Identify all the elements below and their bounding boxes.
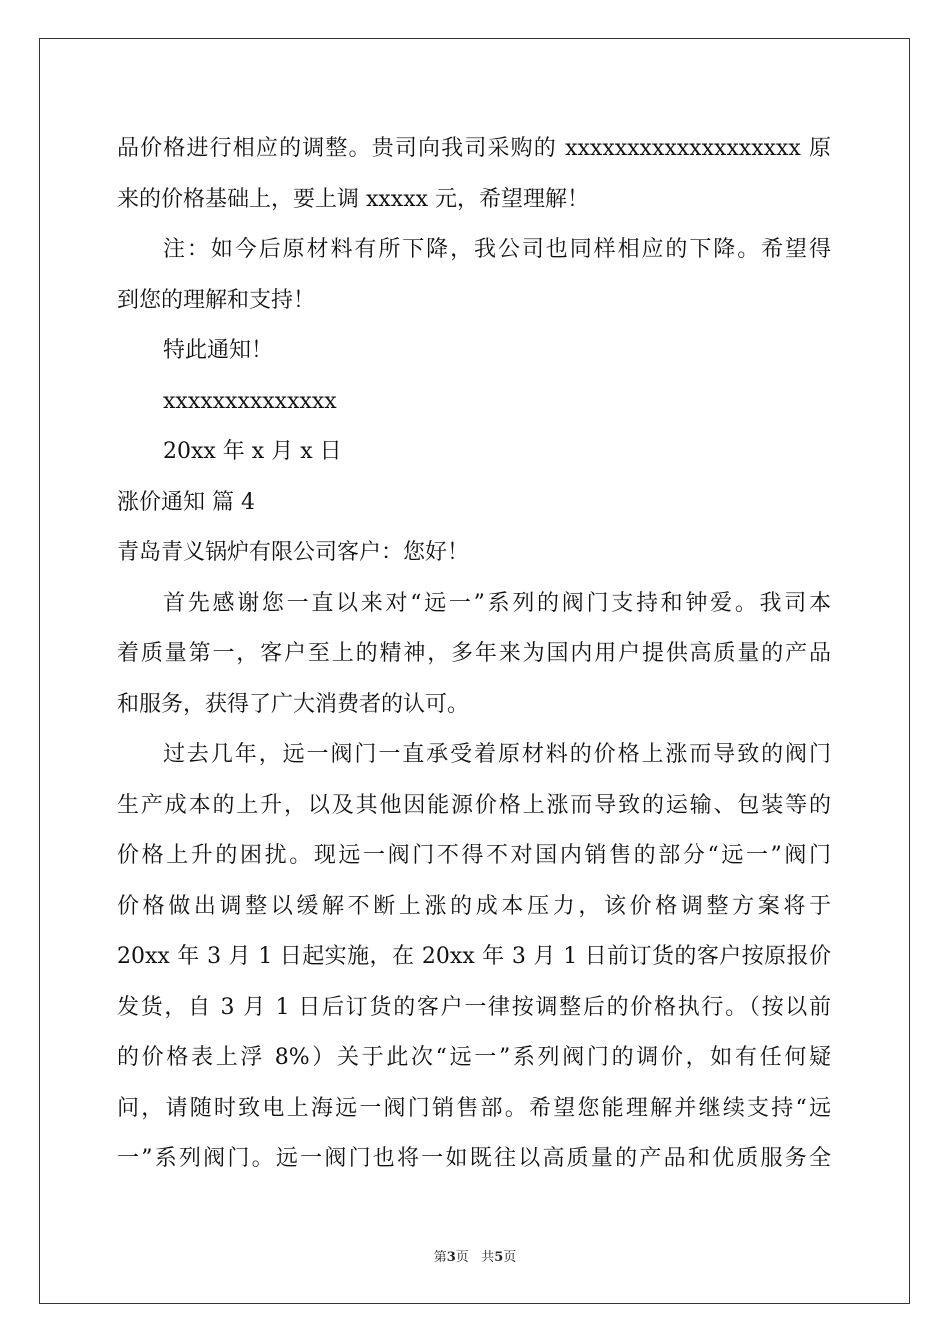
footer-total-prefix: 共 [481, 1250, 495, 1265]
footer-prefix: 第 [433, 1250, 447, 1265]
body-line: 发货，自 3 月 1 日后订货的客户一律按调整后的价格执行。（按以前 [117, 994, 831, 1020]
body-line: 20xx 年 3 月 1 日起实施，在 20xx 年 3 月 1 日前订货的客户按原报价 [117, 944, 831, 969]
current-page-number: 3 [446, 1250, 456, 1265]
total-pages-number: 5 [494, 1250, 504, 1265]
body-line: 价格做出调整以缓解不断上涨的成本压力，该价格调整方案将于 [117, 893, 831, 919]
body-line: 价格上升的困扰。现远一阀门不得不对国内销售的部分“远一”阀门 [117, 843, 831, 868]
body-line: 生产成本的上升，以及其他因能源价格上涨而导致的运输、包装等的 [117, 792, 831, 818]
body-line: 一”系列阀门。远一阀门也将一如既往以高质量的产品和优质服务全 [117, 1146, 831, 1171]
body-line: 到您的理解和支持！ [117, 287, 316, 313]
body-line: 的价格表上浮 8%）关于此次“远一”系列阀门的调价，如有任何疑 [117, 1045, 831, 1070]
body-line: 着质量第一，客户至上的精神，多年来为国内用户提供高质量的产品 [117, 641, 831, 666]
page-footer [0, 1246, 950, 1265]
body-line: 特此通知！ [163, 338, 274, 363]
body-line: 品价格进行相应的调整。贵司向我司采购的 xxxxxxxxxxxxxxxxxxx 原 [117, 136, 831, 161]
document-body [117, 124, 831, 1185]
body-line: 过去几年，远一阀门一直承受着原材料的价格上涨而导致的阀门 [163, 742, 831, 767]
body-line: 和服务，获得了广大消费者的认可。 [117, 691, 470, 717]
footer-total-suffix: 页 [503, 1250, 517, 1265]
body-line: 注：如今后原材料有所下降，我公司也同样相应的下降。希望得 [163, 237, 831, 262]
body-line: 来的价格基础上，要上调 xxxxx 元，希望理解！ [117, 186, 590, 212]
signature-line: xxxxxxxxxxxxxx [163, 388, 337, 414]
body-line: 问，请随时致电上海远一阀门销售部。希望您能理解并继续支持“远 [117, 1095, 831, 1121]
date-line: 20xx 年 x 月 x 日 [163, 439, 342, 464]
section-heading: 涨价通知 篇 4 [117, 489, 255, 515]
salutation: 青岛青义锅炉有限公司客户：您好！ [117, 540, 470, 565]
footer-page-suffix: 页 [455, 1250, 469, 1265]
body-line: 首先感谢您一直以来对“远一”系列的阀门支持和钟爱。我司本 [163, 590, 831, 616]
